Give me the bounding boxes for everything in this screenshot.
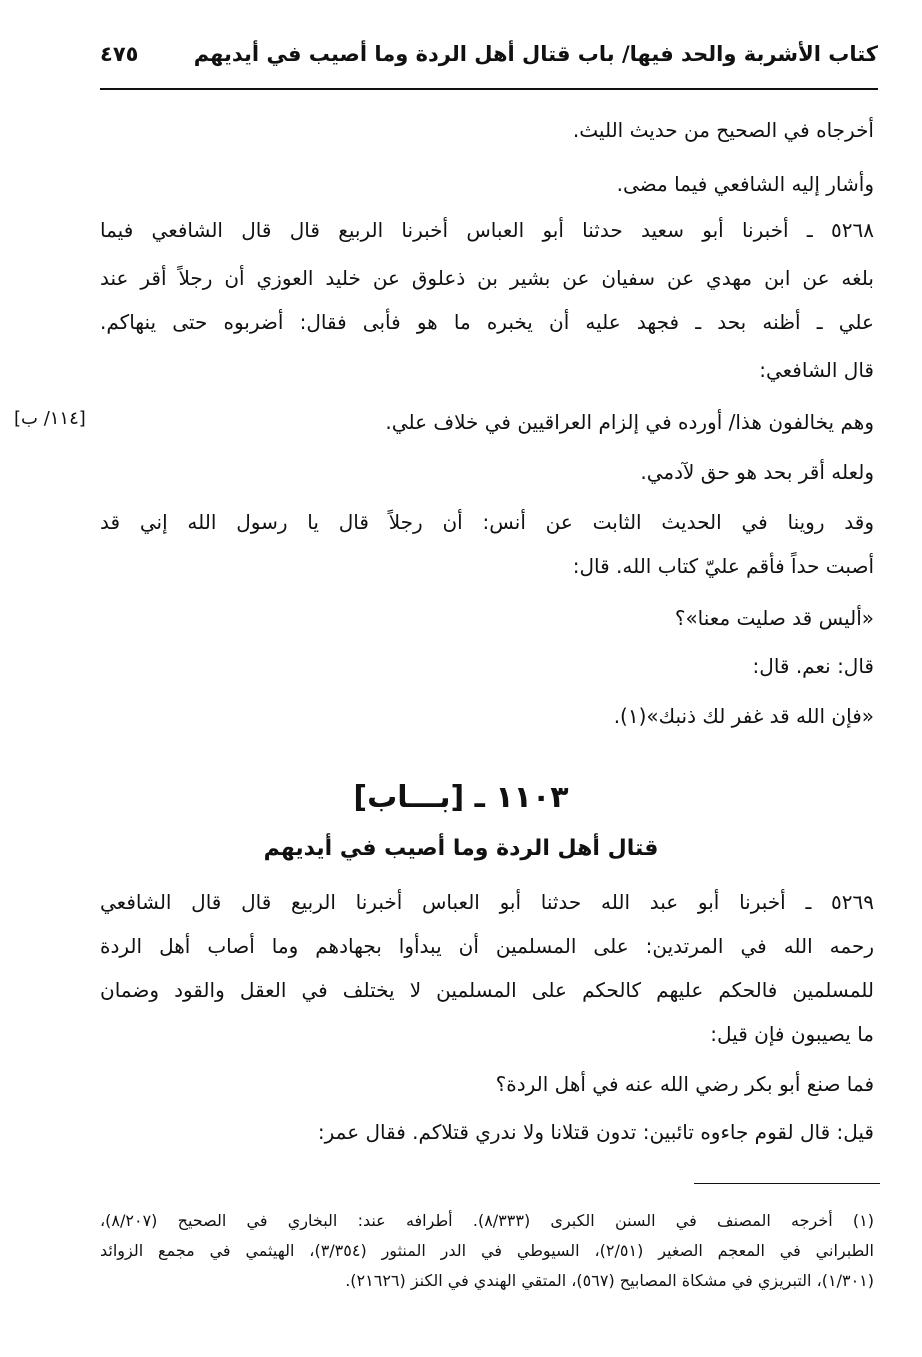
footnote-line: (١) أخرجه المصنف في السنن الكبرى (٨/٣٣٣). أطرافه عند: البخاري في الصحيح (٨/٢٠٧)،: [100, 1211, 874, 1230]
text-line: بلغه عن ابن مهدي عن سفيان عن بشير بن ذعلوق عن خليد العوزي أن رجلاً أقر عند: [100, 266, 874, 290]
chapter-title: قتال أهل الردة وما أصيب في أيديهم: [263, 836, 659, 861]
text-line: وأشار إليه الشافعي فيما مضى.: [616, 172, 874, 196]
text-line: وقد روينا في الحديث الثابت عن أنس: أن رجلاً قال يا رسول الله إني قد: [100, 510, 874, 534]
page-number: ٤٧٥: [100, 42, 139, 66]
text-line: «أليس قد صليت معنا»؟: [674, 606, 874, 630]
text-line: للمسلمين فالحكم عليهم كالحكم على المسلمين لا يختلف في العقل والقود وضمان: [100, 978, 874, 1002]
hadith-5269-line: ٥٢٦٩ ـ أخبرنا أبو عبد الله حدثنا أبو العباس أخبرنا الربيع قال قال الشافعي: [100, 890, 874, 914]
running-header: [100, 40, 878, 88]
text-line: أصبت حداً فأقم عليّ كتاب الله. قال:: [572, 554, 874, 578]
text-line: «فإن الله قد غفر لك ذنبك»(١).: [613, 704, 874, 728]
footnote-rule: [694, 1183, 880, 1184]
text-line: ولعله أقر بحد هو حق لآدمي.: [640, 460, 874, 484]
hadith-5268-line: ٥٢٦٨ ـ أخبرنا أبو سعيد حدثنا أبو العباس أخبرنا الربيع قال قال الشافعي فيما: [100, 218, 874, 242]
margin-folio-note: [١١٤/ ب]: [14, 408, 86, 429]
text-line: فما صنع أبو بكر رضي الله عنه في أهل الردة؟: [495, 1072, 874, 1096]
footnote-line: الطبراني في المعجم الصغير (٢/٥١)، السيوطي في الدر المنثور (٣/٣٥٤)، الهيثمي في مجمع الزوائد: [100, 1241, 874, 1260]
header-title: كتاب الأشربة والحد فيها/ باب قتال أهل الردة وما أصيب في أيديهم: [193, 42, 878, 66]
text-line: قال الشافعي:: [759, 358, 874, 382]
text-line: وهم يخالفون هذا/ أورده في إلزام العراقيين في خلاف علي.: [385, 410, 874, 434]
chapter-number: ١١٠٣ ـ [بـــاب]: [353, 780, 569, 815]
text-line: رحمه الله في المرتدين: على المسلمين أن يبدأوا بجهادهم وما أصاب أهل الردة: [100, 934, 874, 958]
text-line: ما يصيبون فإن قيل:: [710, 1022, 874, 1046]
text-line: قال: نعم. قال:: [752, 654, 874, 678]
text-line: أخرجاه في الصحيح من حديث الليث.: [572, 118, 874, 142]
text-line: قيل: قال لقوم جاءوه تائبين: تدون قتلانا ولا ندري قتلاكم. فقال عمر:: [317, 1120, 874, 1144]
text-line: علي ـ أظنه بحد ـ فجهد عليه أن يخبره ما هو فأبى فقال: أضربوه حتى ينهاكم.: [100, 310, 874, 334]
header-rule: [100, 88, 878, 90]
footnote-line: (١/٣٠١)، التبريزي في مشكاة المصابيح (٥٦٧)، المتقي الهندي في الكنز (٢١٦٢٦).: [345, 1271, 874, 1290]
